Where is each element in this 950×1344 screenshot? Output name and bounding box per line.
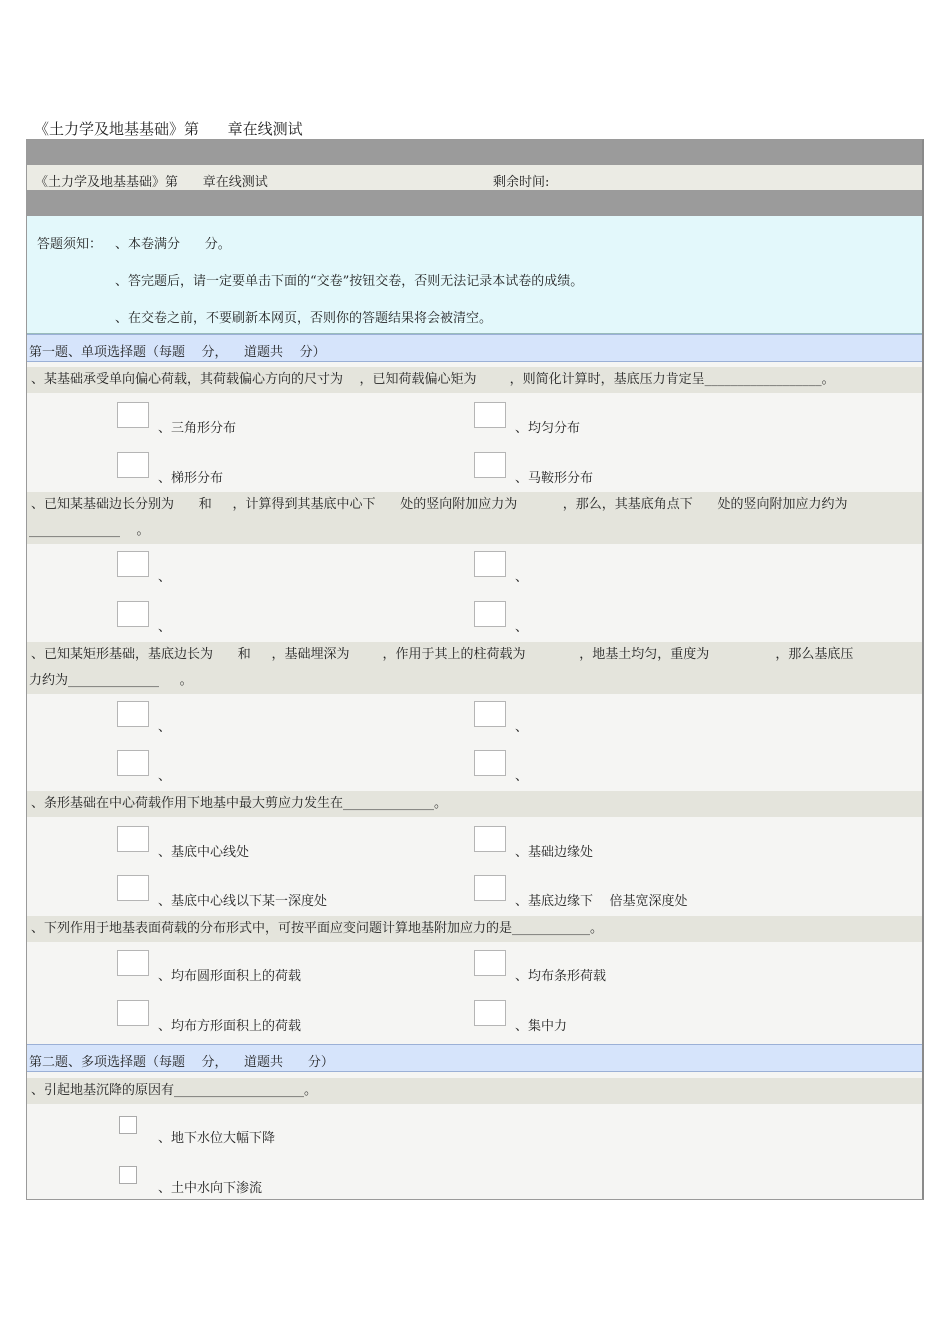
radio-q4-a[interactable] (117, 826, 149, 852)
checkbox-q6-b[interactable] (119, 1166, 137, 1184)
radio-q2-a[interactable] (117, 551, 149, 577)
option-q6-a: 、地下水位大幅下降 (158, 1131, 276, 1146)
option-q3-d: 、 (515, 769, 529, 784)
page-title: 《土力学及地基基础》第 章在线测试 (34, 120, 303, 138)
question-3 (27, 642, 922, 694)
checkbox-q6-a[interactable] (119, 1116, 137, 1134)
question-6 (27, 1078, 922, 1104)
option-q3-c: 、 (158, 769, 172, 784)
question-text-line-1: 、已知某矩形基础，基底边长为 和 ，基础埋深为 ，作用于其上的柱荷载为 ，地基土均匀，重度为 ，那么基底压 (31, 647, 854, 662)
header-title: 《土力学及地基基础》第 章在线测试 (35, 175, 268, 190)
question-2 (27, 492, 922, 544)
option-q4-a: 、基底中心线处 (158, 845, 250, 860)
notice-line-2: 、答完题后，请一定要单击下面的“交卷”按钮交卷，否则无法记录本试卷的成绩。 (115, 274, 584, 289)
option-q5-c: 、均布方形面积上的荷载 (158, 1019, 302, 1034)
question-text: 、引起地基沉降的原因有____________________。 (31, 1083, 318, 1098)
radio-q3-a[interactable] (117, 701, 149, 727)
question-text: 、某基础承受单向偏心荷载，其荷载偏心方向的尺寸为 ，已知荷载偏心矩为 ，则简化计算时，基底压力肯定呈__________________。 (31, 372, 835, 387)
section-multiple-choice (27, 1044, 922, 1072)
section-single-choice (27, 334, 922, 362)
option-q4-d: 、基底边缘下 倍基宽深度处 (515, 894, 688, 909)
option-q5-d: 、集中力 (515, 1019, 568, 1034)
option-q1-d: 、马鞍形分布 (515, 471, 594, 486)
radio-q5-a[interactable] (117, 950, 149, 976)
header-bottom-bar (27, 190, 922, 216)
radio-q5-c[interactable] (117, 1000, 149, 1026)
radio-q1-a[interactable] (117, 402, 149, 428)
top-bar (27, 140, 922, 165)
radio-q5-b[interactable] (474, 950, 506, 976)
option-q6-b: 、土中水向下渗流 (158, 1181, 263, 1196)
option-q3-a: 、 (158, 720, 172, 735)
option-q5-b: 、均布条形荷载 (515, 969, 607, 984)
option-q1-a: 、三角形分布 (158, 421, 237, 436)
question-text-line-2: 力约为______________ 。 (29, 673, 193, 688)
option-q1-c: 、梯形分布 (158, 471, 224, 486)
question-text: 、条形基础在中心荷载作用下地基中最大剪应力发生在______________。 (31, 796, 448, 811)
option-q4-b: 、基础边缘处 (515, 845, 594, 860)
radio-q2-c[interactable] (117, 601, 149, 627)
test-frame (26, 139, 924, 1200)
radio-q4-c[interactable] (117, 875, 149, 901)
option-q5-a: 、均布圆形面积上的荷载 (158, 969, 302, 984)
section-title: 第二题、多项选择题（每题 分， 道题共 分） (29, 1055, 334, 1070)
header-row (27, 165, 922, 190)
radio-q3-c[interactable] (117, 750, 149, 776)
notice-line-1: 、本卷满分 分。 (115, 237, 231, 252)
radio-q1-b[interactable] (474, 402, 506, 428)
option-q4-c: 、基底中心线以下某一深度处 (158, 894, 328, 909)
question-5 (27, 916, 922, 942)
notice-panel (27, 216, 922, 334)
radio-q4-d[interactable] (474, 875, 506, 901)
question-text: 、下列作用于地基表面荷载的分布形式中，可按平面应变问题计算地基附加应力的是____________。 (31, 921, 604, 936)
question-1 (27, 367, 922, 393)
timer-label: 剩余时间: (493, 175, 550, 190)
notice-label: 答题须知： (37, 237, 103, 252)
question-text-line-1: 、已知某基础边长分别为 和 ，计算得到其基底中心下 处的竖向附加应力为 ，那么，其基底角点下 处的竖向附加应力约为 (31, 497, 848, 512)
option-q1-b: 、均匀分布 (515, 421, 581, 436)
radio-q2-d[interactable] (474, 601, 506, 627)
notice-line-3: 、在交卷之前，不要刷新本网页，否则你的答题结果将会被清空。 (115, 311, 493, 326)
radio-q1-d[interactable] (474, 452, 506, 478)
radio-q5-d[interactable] (474, 1000, 506, 1026)
option-q2-c: 、 (158, 620, 172, 635)
option-q3-b: 、 (515, 720, 529, 735)
section-title: 第一题、单项选择题（每题 分， 道题共 分） (29, 345, 326, 360)
question-4 (27, 791, 922, 817)
question-text-line-2: ______________ 。 (29, 523, 150, 538)
option-q2-d: 、 (515, 620, 529, 635)
radio-q3-d[interactable] (474, 750, 506, 776)
radio-q1-c[interactable] (117, 452, 149, 478)
option-q2-a: 、 (158, 570, 172, 585)
radio-q3-b[interactable] (474, 701, 506, 727)
option-q2-b: 、 (515, 570, 529, 585)
radio-q2-b[interactable] (474, 551, 506, 577)
radio-q4-b[interactable] (474, 826, 506, 852)
